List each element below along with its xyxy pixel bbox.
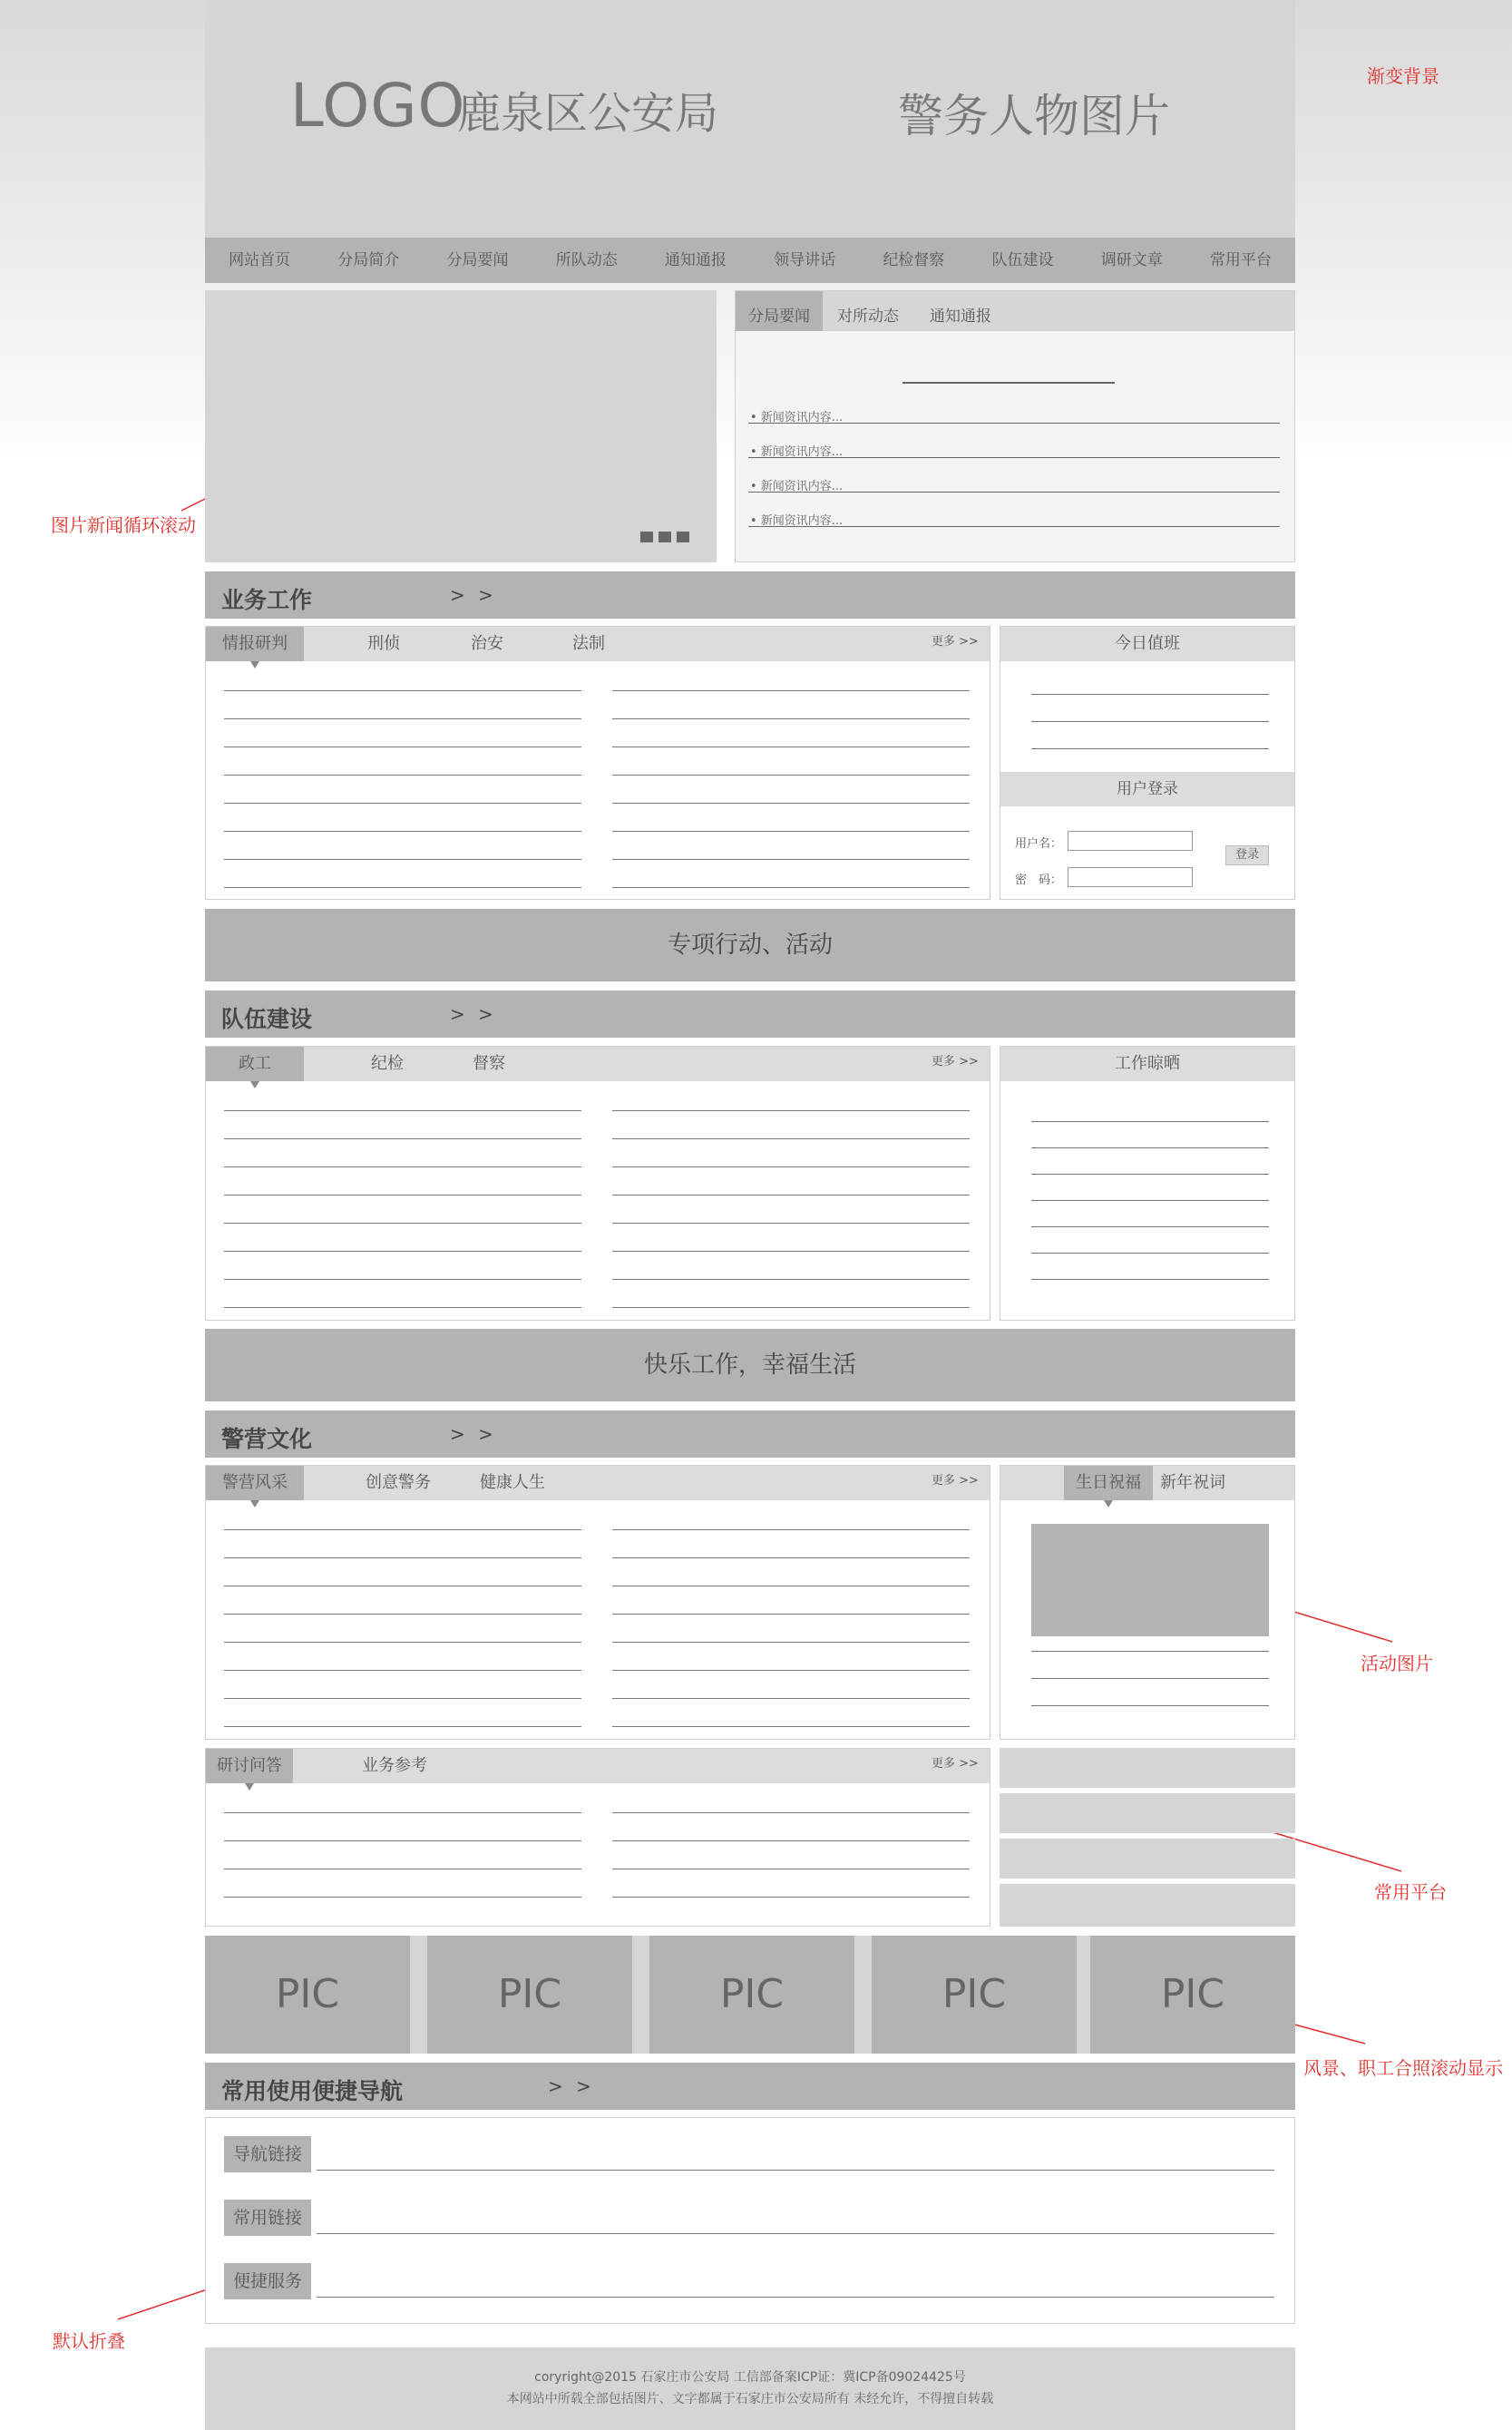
section-title: 常用使用便捷导航 bbox=[221, 2078, 404, 2104]
login-button[interactable]: 登录 bbox=[1225, 845, 1269, 865]
page bbox=[205, 0, 1295, 2430]
banner-special-actions[interactable]: 专项行动、活动 bbox=[205, 909, 1295, 981]
platform-item[interactable] bbox=[1000, 1793, 1295, 1833]
list-line[interactable] bbox=[224, 859, 581, 860]
section-more-arrow[interactable]: > > bbox=[548, 2075, 595, 2097]
list-line[interactable] bbox=[1031, 1200, 1269, 1201]
list-line[interactable] bbox=[612, 1840, 970, 1841]
platform-item[interactable] bbox=[1000, 1748, 1295, 1788]
work-showcase-box bbox=[1000, 1046, 1295, 1321]
nav-item-team[interactable]: 队伍建设 bbox=[991, 251, 1054, 269]
tab-supervision[interactable]: 督察 bbox=[473, 1054, 505, 1073]
list-line[interactable] bbox=[224, 803, 581, 804]
business-list-box bbox=[205, 626, 990, 900]
list-line[interactable] bbox=[224, 831, 581, 832]
greeting-line bbox=[1031, 1678, 1269, 1679]
culture-list-box bbox=[205, 1465, 990, 1740]
bureau-name: 鹿泉区公安局 bbox=[457, 88, 719, 139]
tab-discipline[interactable]: 纪检 bbox=[371, 1054, 404, 1073]
list-line[interactable] bbox=[224, 1279, 581, 1280]
list-line[interactable] bbox=[224, 1897, 581, 1898]
list-line[interactable] bbox=[224, 887, 581, 888]
tab-birthday[interactable]: 生日祝福 bbox=[1064, 1466, 1153, 1500]
divider bbox=[748, 457, 1280, 458]
qa-list-box bbox=[205, 1748, 990, 1927]
news-headline-line bbox=[902, 382, 1115, 384]
list-line[interactable] bbox=[612, 1812, 970, 1813]
quick-nav-label[interactable]: 常用链接 bbox=[224, 2200, 311, 2236]
slider-dot[interactable] bbox=[658, 532, 671, 542]
tab-security[interactable]: 治安 bbox=[471, 634, 503, 653]
list-line[interactable] bbox=[224, 1307, 581, 1308]
duty-line bbox=[1031, 748, 1269, 749]
footer-notice: 本网站中所载全部包括图片、文字都属于石家庄市公安局所有 未经允许，不得擅自转载 bbox=[506, 2392, 994, 2406]
quick-nav-line bbox=[317, 2297, 1274, 2298]
tab-bureau-news[interactable]: 分局要闻 bbox=[736, 291, 823, 331]
list-line[interactable] bbox=[224, 1223, 581, 1224]
tab-police-style[interactable]: 警营风采 bbox=[206, 1466, 304, 1500]
nav-item-speeches[interactable]: 领导讲话 bbox=[774, 251, 836, 269]
list-line[interactable] bbox=[612, 1529, 970, 1530]
username-input[interactable] bbox=[1068, 831, 1193, 851]
photo-item[interactable]: PIC bbox=[427, 1936, 632, 2054]
list-line[interactable] bbox=[1031, 1174, 1269, 1175]
list-line[interactable] bbox=[224, 1110, 581, 1111]
nav-item-discipline[interactable]: 纪检督察 bbox=[883, 251, 945, 269]
header-title: 警务人物图片 bbox=[898, 90, 1170, 142]
main-nav bbox=[205, 238, 1295, 283]
section-more-arrow[interactable]: > > bbox=[450, 1003, 497, 1025]
username-label: 用户名： bbox=[1015, 837, 1063, 851]
team-list-box bbox=[205, 1046, 990, 1321]
list-line[interactable] bbox=[612, 1698, 970, 1699]
list-line[interactable] bbox=[612, 1897, 970, 1898]
more-link[interactable]: 更多 >> bbox=[932, 1474, 979, 1488]
tab-political[interactable]: 政工 bbox=[206, 1047, 304, 1081]
divider bbox=[748, 492, 1280, 493]
photo-item[interactable]: PIC bbox=[872, 1936, 1077, 2054]
greeting-line bbox=[1031, 1705, 1269, 1706]
section-more-arrow[interactable]: > > bbox=[450, 584, 497, 606]
list-line[interactable] bbox=[612, 1166, 970, 1167]
tab-healthy-life[interactable]: 健康人生 bbox=[480, 1473, 545, 1492]
tab-station-dynamics[interactable]: 对所动态 bbox=[837, 307, 899, 326]
list-line[interactable] bbox=[224, 1642, 581, 1643]
more-link[interactable]: 更多 >> bbox=[932, 1757, 979, 1771]
list-line[interactable] bbox=[1031, 1147, 1269, 1148]
nav-item-dynamics[interactable]: 所队动态 bbox=[555, 251, 618, 269]
duty-line bbox=[1031, 694, 1269, 695]
news-tabbar bbox=[736, 291, 1294, 331]
common-platform-list bbox=[1000, 1748, 1295, 1927]
list-line[interactable] bbox=[224, 1726, 581, 1727]
list-line[interactable] bbox=[1031, 1226, 1269, 1227]
quick-nav-label[interactable]: 便捷服务 bbox=[224, 2263, 311, 2299]
list-line[interactable] bbox=[612, 1223, 970, 1224]
section-team bbox=[205, 991, 1295, 1038]
section-quick-nav bbox=[205, 2063, 1295, 2110]
list-line[interactable] bbox=[612, 803, 970, 804]
annotation-activity-pic: 活动图片 bbox=[1361, 1653, 1433, 1674]
culture-tabbar bbox=[206, 1466, 990, 1500]
more-link[interactable]: 更多 >> bbox=[932, 635, 979, 649]
list-line[interactable] bbox=[612, 1110, 970, 1111]
photo-item[interactable]: PIC bbox=[205, 1936, 410, 2054]
duty-title: 今日值班 bbox=[1000, 627, 1294, 661]
list-line[interactable] bbox=[612, 859, 970, 860]
list-line[interactable] bbox=[224, 1557, 581, 1558]
tab-business-reference[interactable]: 业务参考 bbox=[362, 1756, 427, 1775]
list-line[interactable] bbox=[612, 1670, 970, 1671]
list-line[interactable] bbox=[612, 775, 970, 776]
list-line[interactable] bbox=[224, 718, 581, 719]
password-input[interactable] bbox=[1068, 867, 1193, 887]
qa-tabbar bbox=[206, 1749, 990, 1783]
list-line[interactable] bbox=[612, 887, 970, 888]
section-title: 业务工作 bbox=[221, 587, 313, 613]
list-line[interactable] bbox=[224, 1138, 581, 1139]
photo-item[interactable]: PIC bbox=[649, 1936, 854, 2054]
business-tabbar bbox=[206, 627, 990, 661]
side-duty-login bbox=[1000, 626, 1295, 900]
annotation-scenery: 风景、职工合照滚动显示 bbox=[1303, 2057, 1503, 2079]
news-item[interactable]: • 新闻资讯内容... bbox=[750, 445, 844, 459]
list-line[interactable] bbox=[224, 1614, 581, 1615]
nav-item-intro[interactable]: 分局简介 bbox=[337, 251, 400, 269]
activity-image[interactable] bbox=[1031, 1524, 1269, 1636]
list-line[interactable] bbox=[612, 831, 970, 832]
list-line[interactable] bbox=[1031, 1253, 1269, 1254]
news-item[interactable]: • 新闻资讯内容... bbox=[750, 514, 844, 528]
duty-line bbox=[1031, 721, 1269, 722]
list-line[interactable] bbox=[224, 690, 581, 691]
annotation-gradient-bg: 渐变背景 bbox=[1367, 65, 1439, 87]
list-line[interactable] bbox=[612, 718, 970, 719]
section-business bbox=[205, 571, 1295, 619]
logo[interactable]: LOGO bbox=[290, 71, 466, 141]
list-line[interactable] bbox=[224, 1670, 581, 1671]
list-line[interactable] bbox=[612, 690, 970, 691]
login-title: 用户登录 bbox=[1000, 772, 1294, 806]
list-line[interactable] bbox=[612, 1279, 970, 1280]
section-more-arrow[interactable]: > > bbox=[450, 1423, 497, 1445]
more-link[interactable]: 更多 >> bbox=[932, 1055, 979, 1069]
password-label: 密 码： bbox=[1015, 873, 1063, 887]
section-title: 警营文化 bbox=[221, 1426, 313, 1452]
nav-item-platform[interactable]: 常用平台 bbox=[1209, 251, 1272, 269]
list-line[interactable] bbox=[612, 1138, 970, 1139]
list-line[interactable] bbox=[1031, 1279, 1269, 1280]
quick-nav-line bbox=[317, 2170, 1274, 2171]
list-line[interactable] bbox=[612, 1307, 970, 1308]
photo-strip bbox=[205, 1936, 1295, 2054]
greetings-tabbar bbox=[1000, 1466, 1294, 1500]
annotation-slider: 图片新闻循环滚动 bbox=[51, 514, 196, 536]
divider bbox=[748, 526, 1280, 527]
image-slider[interactable] bbox=[205, 290, 717, 562]
platform-item[interactable] bbox=[1000, 1839, 1295, 1879]
list-line[interactable] bbox=[224, 1698, 581, 1699]
quick-nav-box bbox=[205, 2117, 1295, 2324]
list-line[interactable] bbox=[612, 1642, 970, 1643]
news-tabs-box bbox=[735, 290, 1295, 562]
photo-item[interactable]: PIC bbox=[1090, 1936, 1295, 2054]
tab-creative-policing[interactable]: 创意警务 bbox=[366, 1473, 431, 1492]
platform-item[interactable] bbox=[1000, 1884, 1295, 1927]
nav-item-news[interactable]: 分局要闻 bbox=[446, 251, 509, 269]
banner-happy-work[interactable]: 快乐工作，幸福生活 bbox=[205, 1329, 1295, 1401]
tab-intelligence[interactable]: 情报研判 bbox=[206, 627, 304, 661]
slider-dot[interactable] bbox=[640, 532, 653, 542]
tab-criminal[interactable]: 刑侦 bbox=[367, 634, 400, 653]
footer-copyright: coryright@2015 石家庄市公安局 工信部备案ICP证：冀ICP备09024425号 bbox=[534, 2370, 966, 2385]
news-item[interactable]: • 新闻资讯内容... bbox=[750, 411, 844, 425]
list-line[interactable] bbox=[1031, 1121, 1269, 1122]
list-line[interactable] bbox=[224, 1812, 581, 1813]
list-line[interactable] bbox=[612, 1557, 970, 1558]
footer bbox=[205, 2347, 1295, 2430]
list-line[interactable] bbox=[224, 1529, 581, 1530]
nav-item-home[interactable]: 网站首页 bbox=[229, 251, 291, 269]
quick-nav-label[interactable]: 导航链接 bbox=[224, 2136, 311, 2172]
annotation-common-platform: 常用平台 bbox=[1374, 1881, 1447, 1903]
divider bbox=[748, 423, 1280, 424]
work-showcase-title: 工作晾晒 bbox=[1000, 1047, 1294, 1081]
header bbox=[205, 0, 1295, 238]
greetings-box bbox=[1000, 1465, 1295, 1740]
tab-new-year[interactable]: 新年祝词 bbox=[1160, 1473, 1225, 1492]
list-line[interactable] bbox=[612, 1251, 970, 1252]
slider-dot[interactable] bbox=[677, 532, 689, 542]
nav-item-notices[interactable]: 通知通报 bbox=[664, 251, 727, 269]
news-item[interactable]: • 新闻资讯内容... bbox=[750, 480, 844, 493]
tab-legal[interactable]: 法制 bbox=[572, 634, 605, 653]
annotation-collapsed: 默认折叠 bbox=[53, 2330, 125, 2352]
section-culture bbox=[205, 1410, 1295, 1458]
list-line[interactable] bbox=[612, 1614, 970, 1615]
list-line[interactable] bbox=[224, 1251, 581, 1252]
list-line[interactable] bbox=[224, 1166, 581, 1167]
tab-discussion[interactable]: 研讨问答 bbox=[206, 1749, 293, 1783]
list-line[interactable] bbox=[224, 775, 581, 776]
list-line[interactable] bbox=[224, 1840, 581, 1841]
section-title: 队伍建设 bbox=[221, 1006, 313, 1032]
list-line[interactable] bbox=[612, 1726, 970, 1727]
greeting-line bbox=[1031, 1651, 1269, 1652]
team-tabbar bbox=[206, 1047, 990, 1081]
tab-notices[interactable]: 通知通报 bbox=[930, 307, 991, 326]
nav-item-research[interactable]: 调研文章 bbox=[1100, 251, 1163, 269]
quick-nav-line bbox=[317, 2233, 1274, 2234]
